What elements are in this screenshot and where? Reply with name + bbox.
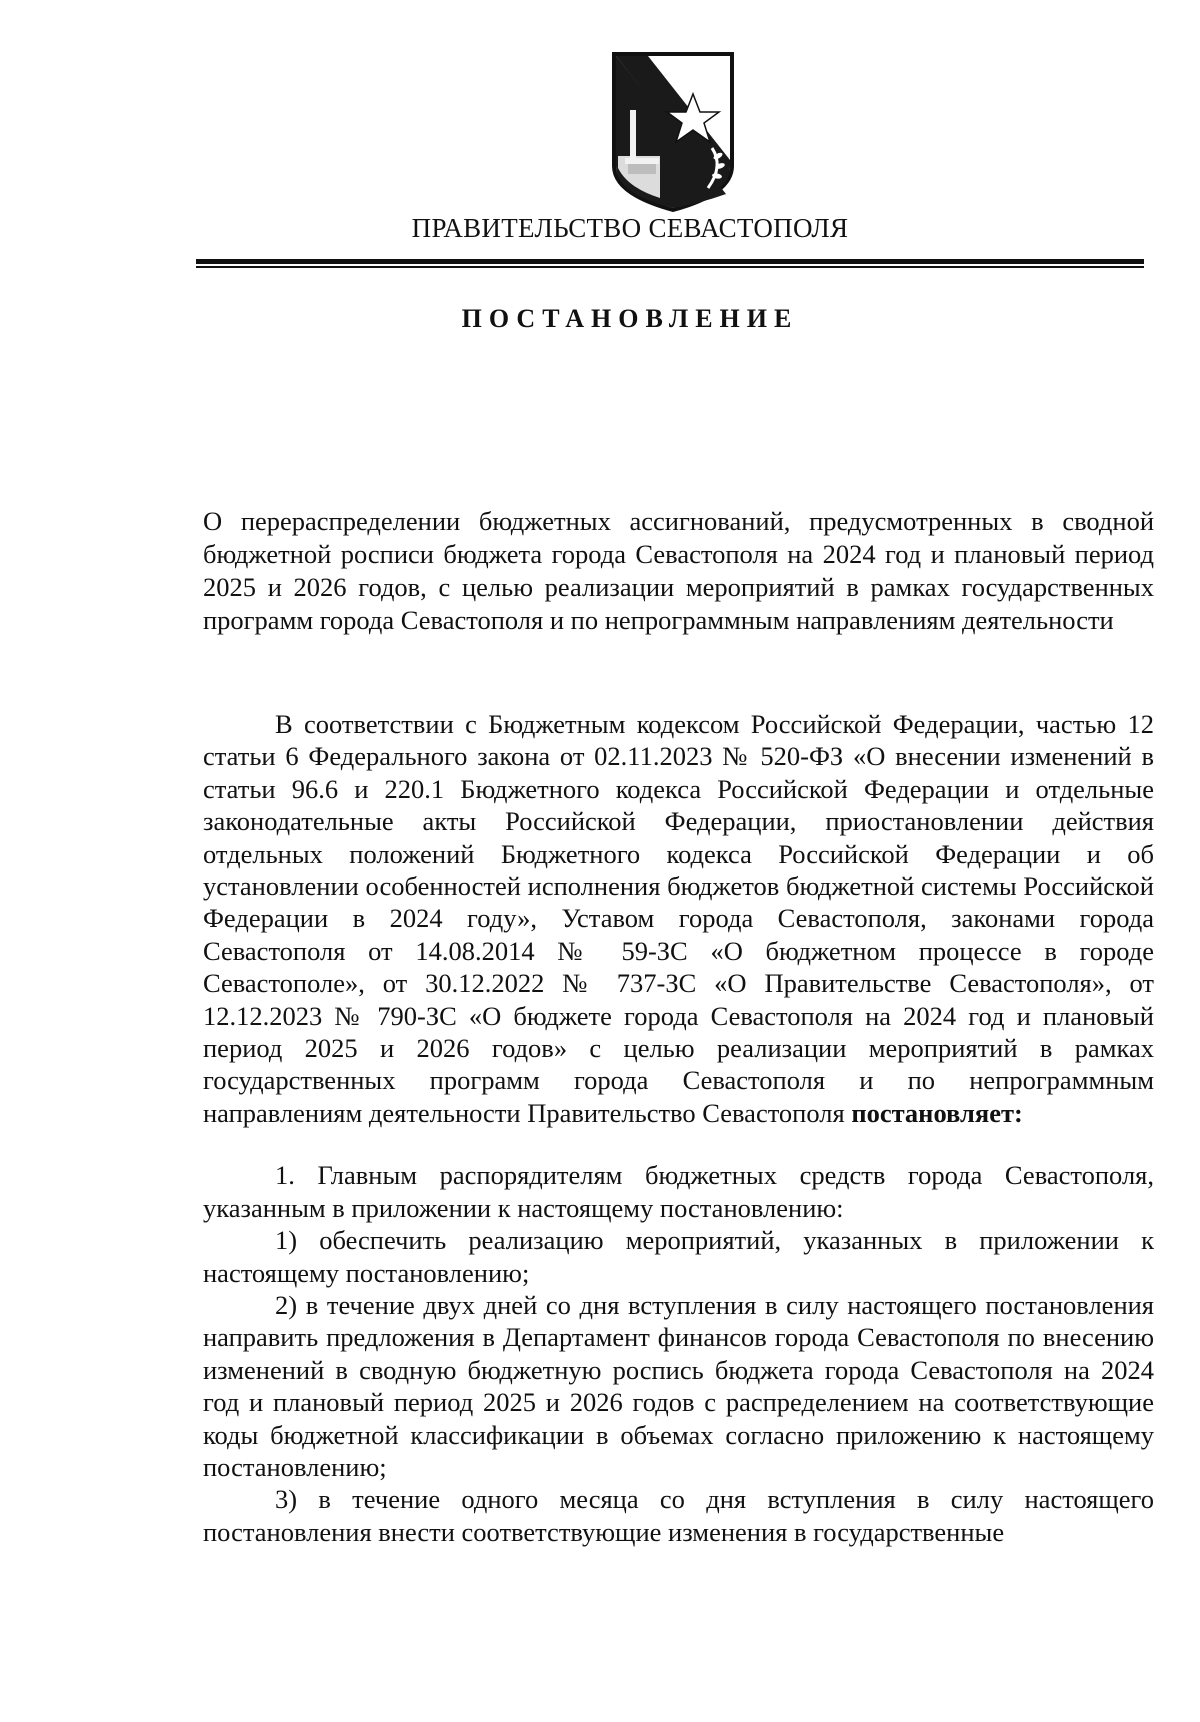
clause-1: 1. Главным распорядителям бюджетных средств города Севастополя, указанным в приложении к настоящему постановлению:: [203, 1160, 1154, 1223]
preamble-paragraph: [203, 708, 1154, 1129]
sevastopol-coat-of-arms-icon: [608, 48, 738, 214]
header-divider-thick: [196, 259, 1144, 264]
clause-1-3: 3) в течение одного месяца со дня вступления в силу настоящего постановления внести соответствующие изменения в государственные: [203, 1484, 1154, 1547]
organization-name: ПРАВИТЕЛЬСТВО СЕВАСТОПОЛЯ: [411, 213, 849, 243]
document-body: [203, 708, 1154, 1548]
header-divider-thin: [196, 266, 1144, 268]
resolves-keyword: постановляет:: [851, 1097, 1023, 1128]
document-type-title: ПОСТАНОВЛЕНИЕ: [461, 304, 799, 333]
clause-1-1: 1) обеспечить реализацию мероприятий, указанных в приложении к настоящему постановлению;: [203, 1225, 1154, 1288]
document-subject: О перераспределении бюджетных ассигнований, предусмотренных в сводной бюджетной росписи бюджета города Севастополя на 2024 год и плановый период 2025 и 2026 годов, с целью реализации мероприятий в рамках государственных программ города Севастополя и по непрограммным направлениям деятельности: [203, 506, 1154, 635]
preamble-text: В соответствии с Бюджетным кодексом Российской Федерации, частью 12 статьи 6 Федерального закона от 02.11.2023 № 520-ФЗ «О внесении изменений в статьи 96.6 и 220.1 Бюджетного кодекса Российской Федерации и отдельные законодательные акты Российской Федерации, приостановлении действия отдельных положений Бюджетного кодекса Российской Федерации и об установлении особенностей исполнения бюджетов бюджетной системы Российской Федерации в 2024 году», Уставом города Севастополя, законами города Севастополя от 14.08.2014 № 59-ЗС «О бюджетном процессе в городе Севастополе», от 30.12.2022 № 737-ЗС «О Правительстве Севастополя», от 12.12.2023 № 790-ЗС «О бюджете города Севастополя на 2024 год и плановый период 2025 и 2026 годов» с целью реализации мероприятий в рамках государственных программ города Севастополя и по непрограммным направлениям деятельности Правительство Севастополя: [203, 709, 1154, 1128]
clause-1-2: 2) в течение двух дней со дня вступления в силу настоящего постановления направить предложения в Департамент финансов города Севастополя по внесению изменений в сводную бюджетную роспись бюджета города Севастополя на 2024 год и плановый период 2025 и 2026 годов с распределением на соответствующие коды бюджетной классификации в объемах согласно приложению к настоящему постановлению;: [203, 1289, 1154, 1482]
